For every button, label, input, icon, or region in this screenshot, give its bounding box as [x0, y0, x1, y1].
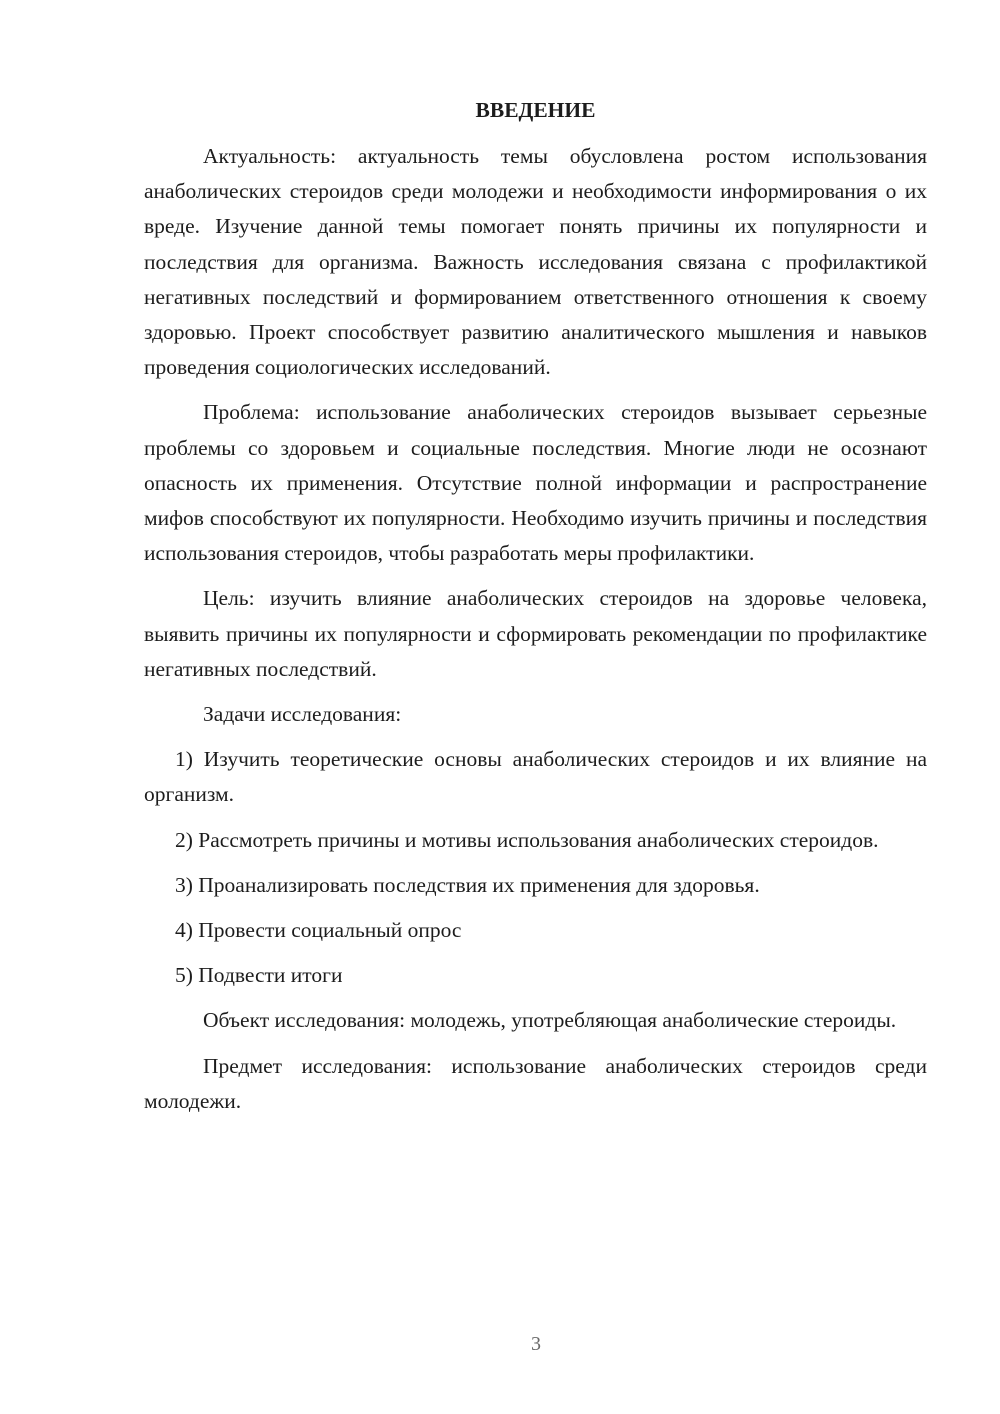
- task-item-3: 3) Проанализировать последствия их применения для здоровья.: [175, 872, 760, 897]
- tasks-heading: Задачи исследования:: [203, 702, 402, 727]
- relevance-paragraph: Актуальность: актуальность темы обусловлена ростом использования анаболических стероидов среди молодежи и необходимости информирования о их вреде. Изучение данной темы помогает понять причины их популярности и последствия для организма. Важность исследования связана с профилактикой негативных последствий и формированием ответственного отношения к своему здоровью. Проект способствует развитию аналитического мышления и навыков проведения социологических исследований.: [144, 144, 927, 380]
- task-item-1: 1) Изучить теоретические основы анаболических стероидов и их влияние на организм.: [144, 747, 927, 807]
- document-page: [144, 95, 927, 1129]
- task-item-5: 5) Подвести итоги: [175, 963, 343, 988]
- section-title: ВВЕДЕНИЕ: [475, 98, 596, 122]
- task-item-2: 2) Рассмотреть причины и мотивы использования анаболических стероидов.: [175, 827, 879, 852]
- goal-paragraph: Цель: изучить влияние анаболических стероидов на здоровье человека, выявить причины их популярности и сформировать рекомендации по профилактике негативных последствий.: [144, 586, 927, 681]
- subject-paragraph: Предмет исследования: использование анаболических стероидов среди молодежи.: [144, 1053, 927, 1113]
- problem-paragraph: Проблема: использование анаболических стероидов вызывает серьезные проблемы со здоровьем и социальные последствия. Многие люди не осознают опасность их применения. Отсутствие полной информации и распространение мифов способствуют их популярности. Необходимо изучить причины и последствия использования стероидов, чтобы разработать меры профилактики.: [144, 400, 927, 566]
- task-item-4: 4) Провести социальный опрос: [175, 918, 462, 943]
- object-paragraph: Объект исследования: молодежь, употребляющая анаболические стероиды.: [203, 1008, 897, 1033]
- page-number: 3: [531, 1333, 541, 1355]
